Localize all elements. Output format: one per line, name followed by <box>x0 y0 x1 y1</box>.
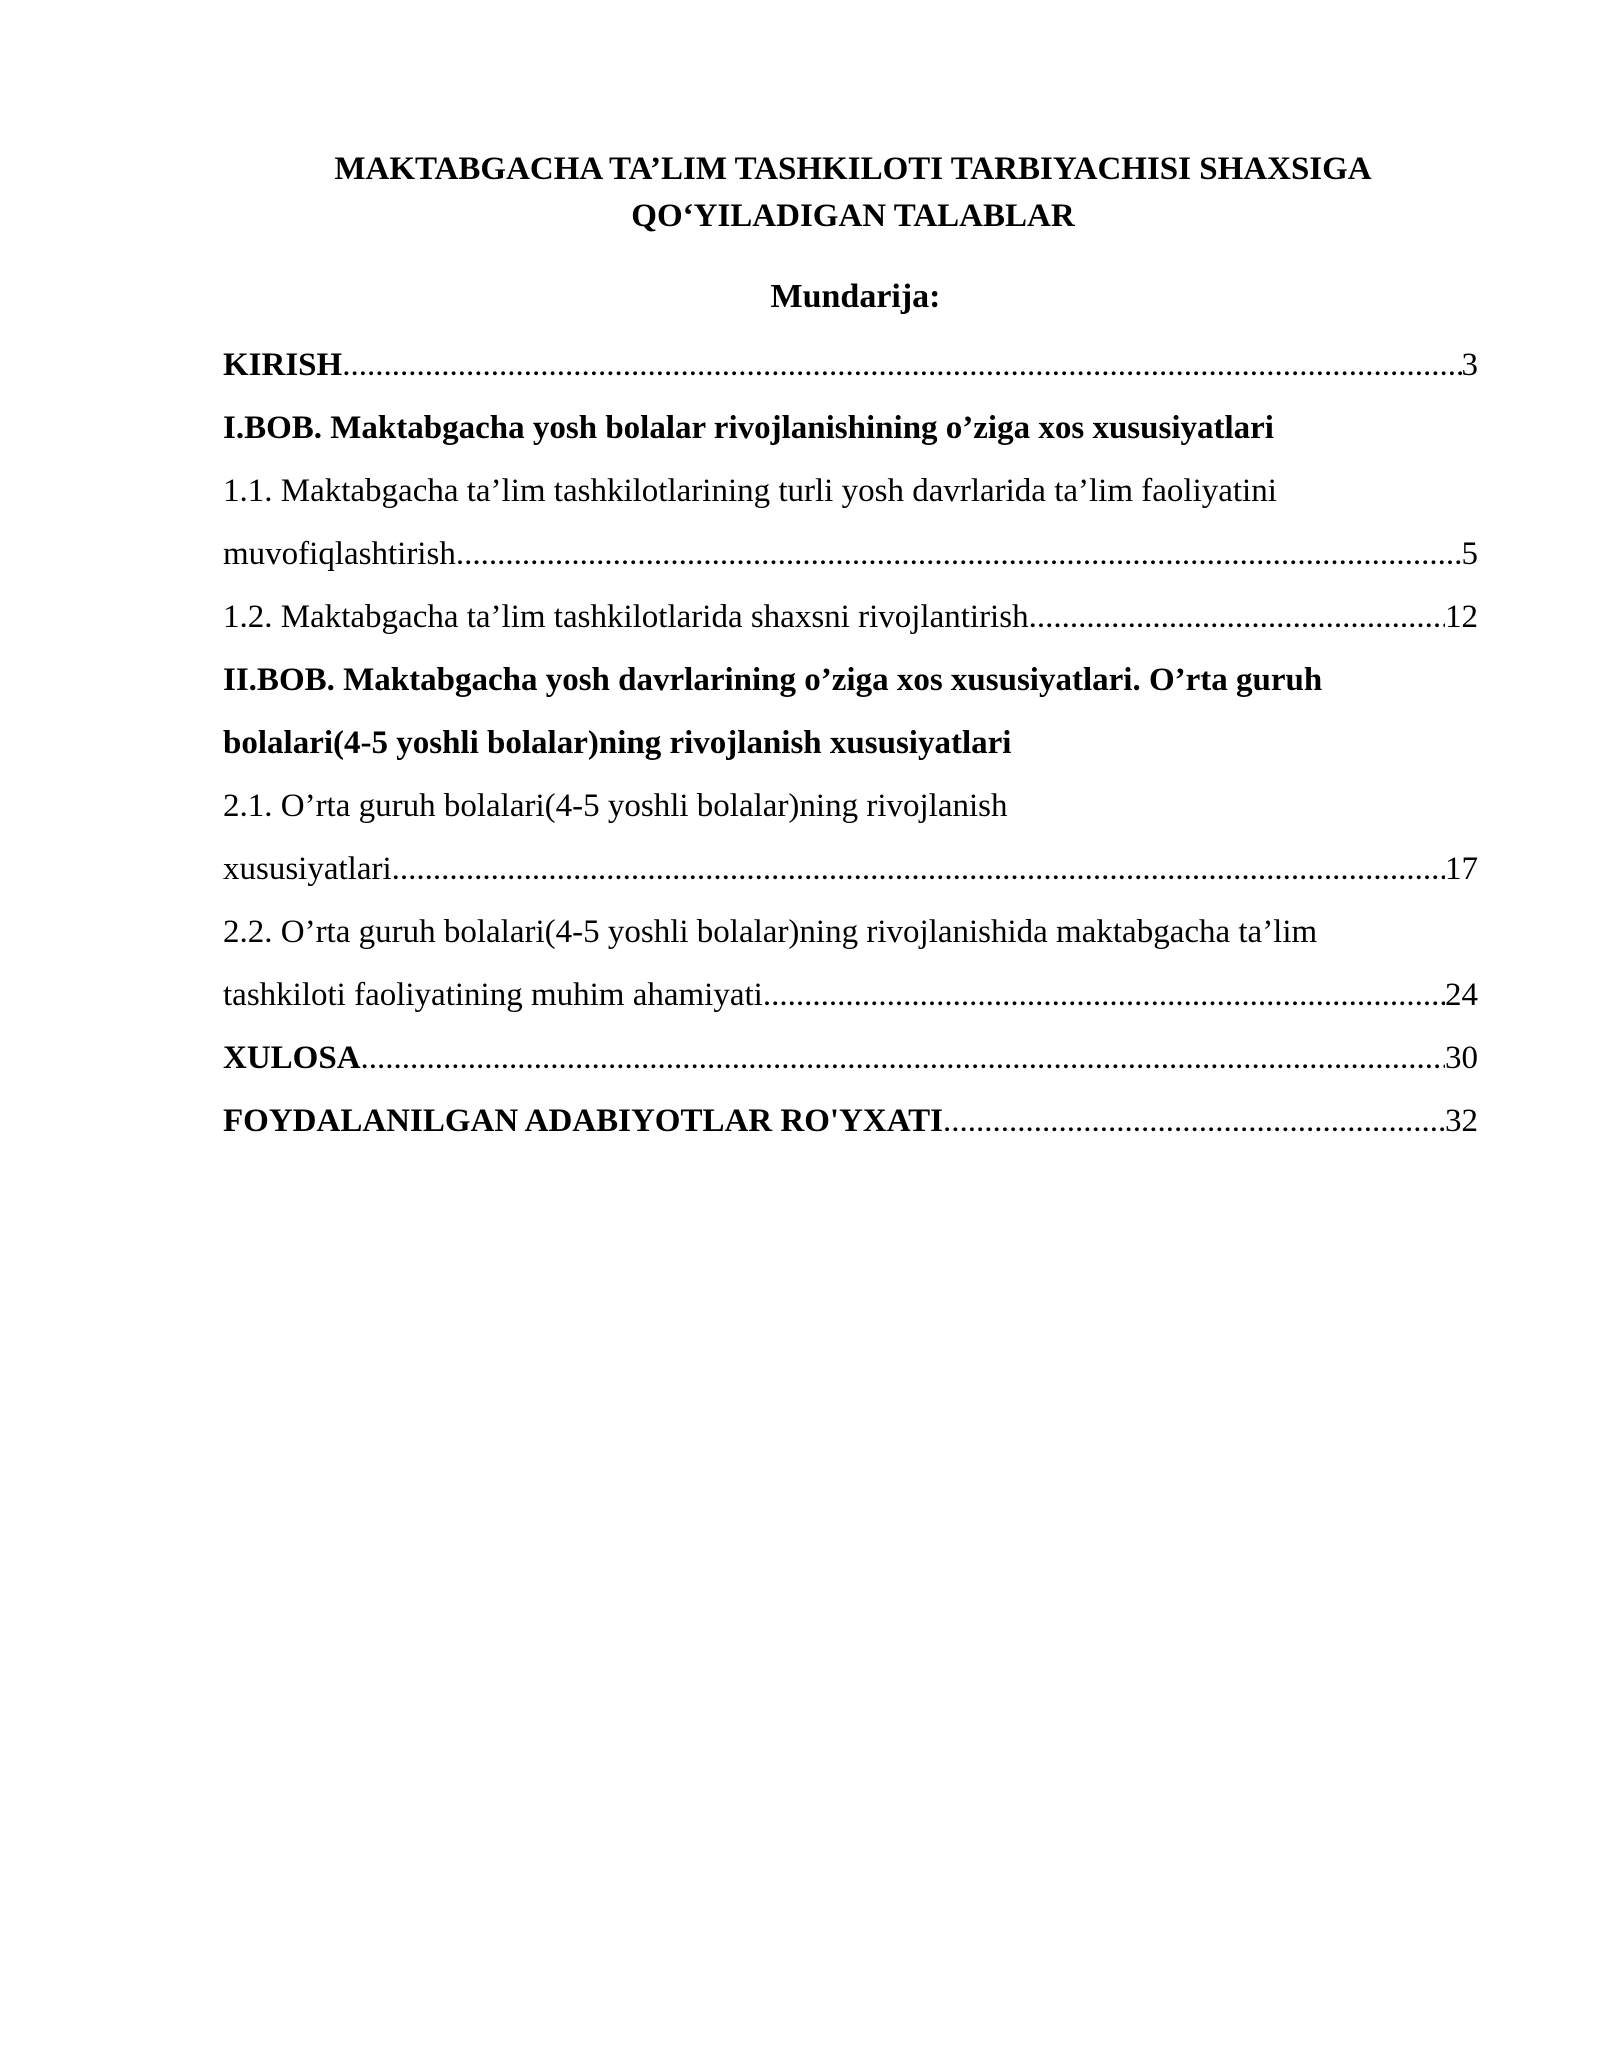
toc-page-number: 3 <box>1461 347 1478 383</box>
dot-leader <box>943 1090 1445 1153</box>
toc-page-number: 12 <box>1445 599 1478 635</box>
toc-entry-text: bolalari(4-5 yoshli bolalar)ning rivojlanish xususiyatlari <box>223 725 1012 761</box>
dot-leader <box>763 964 1445 1027</box>
toc-entry-text: 2.1. O’rta guruh bolalari(4-5 yoshli bolalar)ning rivojlanish <box>223 788 1008 824</box>
toc-page-number: 32 <box>1445 1103 1478 1139</box>
document-title <box>223 146 1478 240</box>
toc-section-2-2-line-1 <box>223 901 1478 964</box>
dot-leader <box>1029 586 1445 649</box>
toc-section-1-2 <box>223 586 1478 649</box>
toc-entry-text: xususiyatlari <box>223 851 392 887</box>
title-line-2: QO‘YILADIGAN TALABLAR <box>631 198 1075 234</box>
toc-chapter-2-line-1 <box>223 649 1478 712</box>
toc-entry-text: FOYDALANILGAN ADABIYOTLAR RO'YXATI <box>223 1103 943 1139</box>
toc-entry-text: I.BOB. Maktabgacha yosh bolalar rivojlanishining o’ziga xos xususiyatlari <box>223 410 1274 446</box>
toc-chapter-1 <box>223 397 1478 460</box>
toc-page-number: 24 <box>1445 977 1478 1013</box>
toc-entry-text: XULOSA <box>223 1040 361 1076</box>
document-content <box>223 146 1478 1153</box>
dot-leader <box>456 523 1462 586</box>
toc-entry-text: 2.2. O’rta guruh bolalari(4-5 yoshli bolalar)ning rivojlanishida maktabgacha ta’lim <box>223 914 1318 950</box>
dot-leader <box>392 838 1445 901</box>
toc-entry-xulosa <box>223 1027 1478 1090</box>
toc-entry-text: tashkiloti faoliyatining muhim ahamiyati <box>223 977 763 1013</box>
toc-entry-text: muvofiqlashtirish <box>223 536 456 572</box>
title-line-1: MAKTABGACHA TA’LIM TASHKILOTI TARBIYACHISI SHAXSIGA <box>334 151 1372 187</box>
table-of-contents <box>223 334 1478 1153</box>
toc-entry-text: KIRISH <box>223 347 343 383</box>
toc-section-1-1-line-2 <box>223 523 1478 586</box>
toc-entry-text: 1.1. Maktabgacha ta’lim tashkilotlarining turli yosh davrlarida ta’lim faoliyatini <box>223 473 1277 509</box>
dot-leader <box>361 1027 1445 1090</box>
toc-page-number: 30 <box>1445 1040 1478 1076</box>
toc-section-2-1-line-2 <box>223 838 1478 901</box>
toc-entry-kirish <box>223 334 1478 397</box>
toc-section-1-1-line-1 <box>223 460 1478 523</box>
dot-leader <box>342 334 1461 397</box>
toc-heading: Mundarija: <box>770 278 941 315</box>
toc-entry-text: 1.2. Maktabgacha ta’lim tashkilotlarida shaxsni rivojlantirish <box>223 599 1029 635</box>
toc-section-2-2-line-2 <box>223 964 1478 1027</box>
toc-section-2-1-line-1 <box>223 775 1478 838</box>
toc-page-number: 17 <box>1445 851 1478 887</box>
toc-entry-references <box>223 1090 1478 1153</box>
toc-chapter-2-line-2 <box>223 712 1478 775</box>
toc-page-number: 5 <box>1461 536 1478 572</box>
toc-entry-text: II.BOB. Maktabgacha yosh davrlarining o’ziga xos xususiyatlari. O’rta guruh <box>223 662 1323 698</box>
